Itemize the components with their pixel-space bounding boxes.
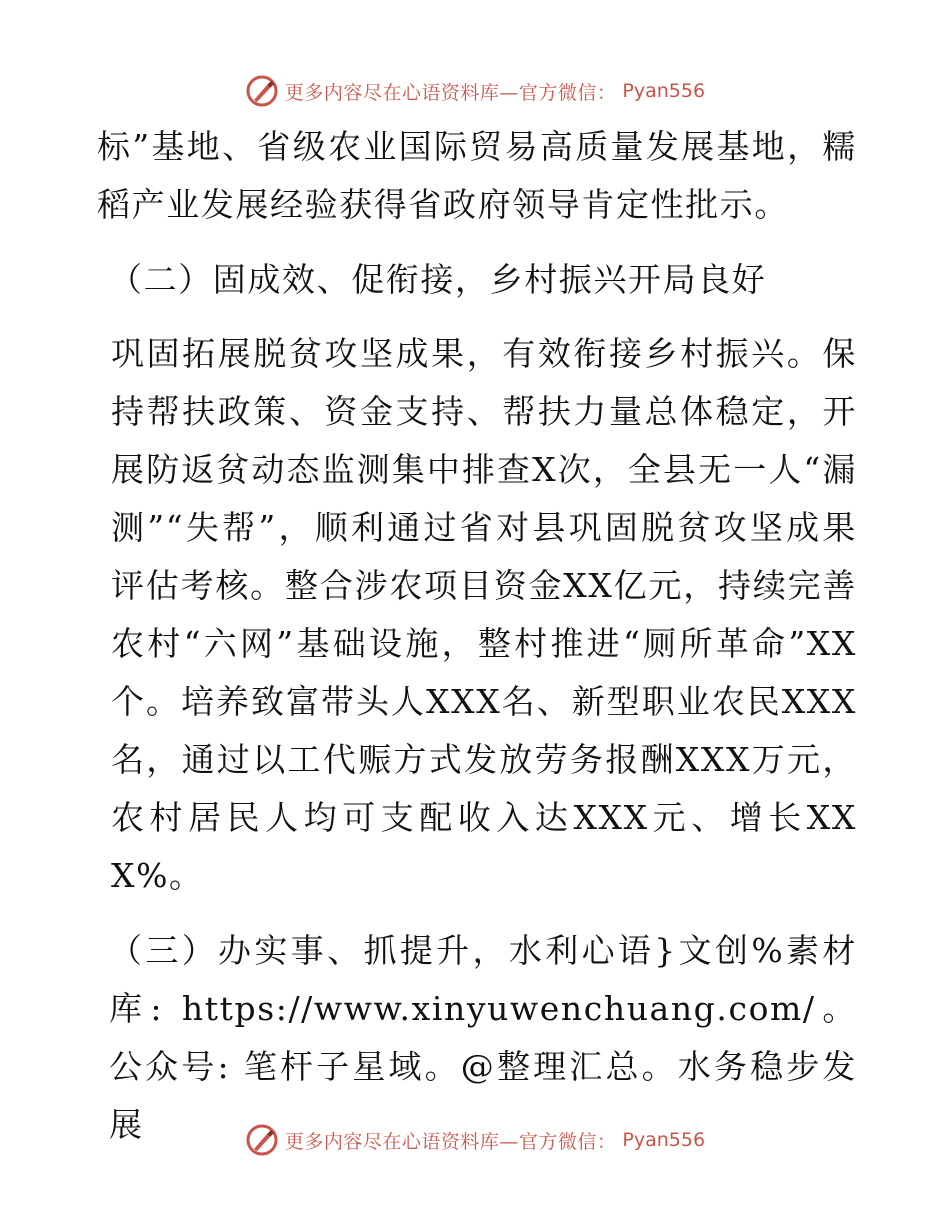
- footer-watermark: [0, 1120, 950, 1160]
- paragraph-rural-revitalization: 巩固拓展脱贫攻坚成果，有效衔接乡村振兴。保持帮扶政策、资金支持、帮扶力量总体稳定，开展防返贫动态监测集中排查X次，全县无一人“漏测”“失帮”，顺利通过省对县巩固脱贫攻坚成果评估考核。整合涉农项目资金XX亿元，持续完善农村“六网”基础设施，整村推进“厕所革命”XX个。培养致富带头人XXX名、新型职业农民XXX名，通过以工代赈方式发放劳务报酬XXX万元，农村居民人均可支配收入达XXX元、增长XXX%。: [111, 334, 857, 895]
- watermark-wechat-id: Pyan556: [622, 1129, 706, 1151]
- header-watermark: [0, 71, 950, 111]
- document-body: [97, 118, 857, 1154]
- pen-seal-logo-icon: [245, 74, 279, 108]
- pen-seal-logo-icon: [245, 1123, 279, 1157]
- watermark-wechat-id: Pyan556: [622, 80, 706, 102]
- section-heading-3: （三）办实事、抓提升，水利心语}文创%素材库: https://www.xinyuwenchuang.com/。公众号: 笔杆子星域。@整理汇总。水务稳步发展: [109, 931, 857, 1144]
- section-heading-2: （二）固成效、促衔接，乡村振兴开局良好: [109, 260, 767, 299]
- watermark-text: 更多内容尽在心语资料库—官方微信：: [284, 81, 617, 104]
- watermark-text: 更多内容尽在心语资料库—官方微信：: [284, 1130, 617, 1153]
- paragraph-continued: 标”基地、省级农业国际贸易高质量发展基地，糯稻产业发展经验获得省政府领导肯定性批示。: [97, 127, 857, 224]
